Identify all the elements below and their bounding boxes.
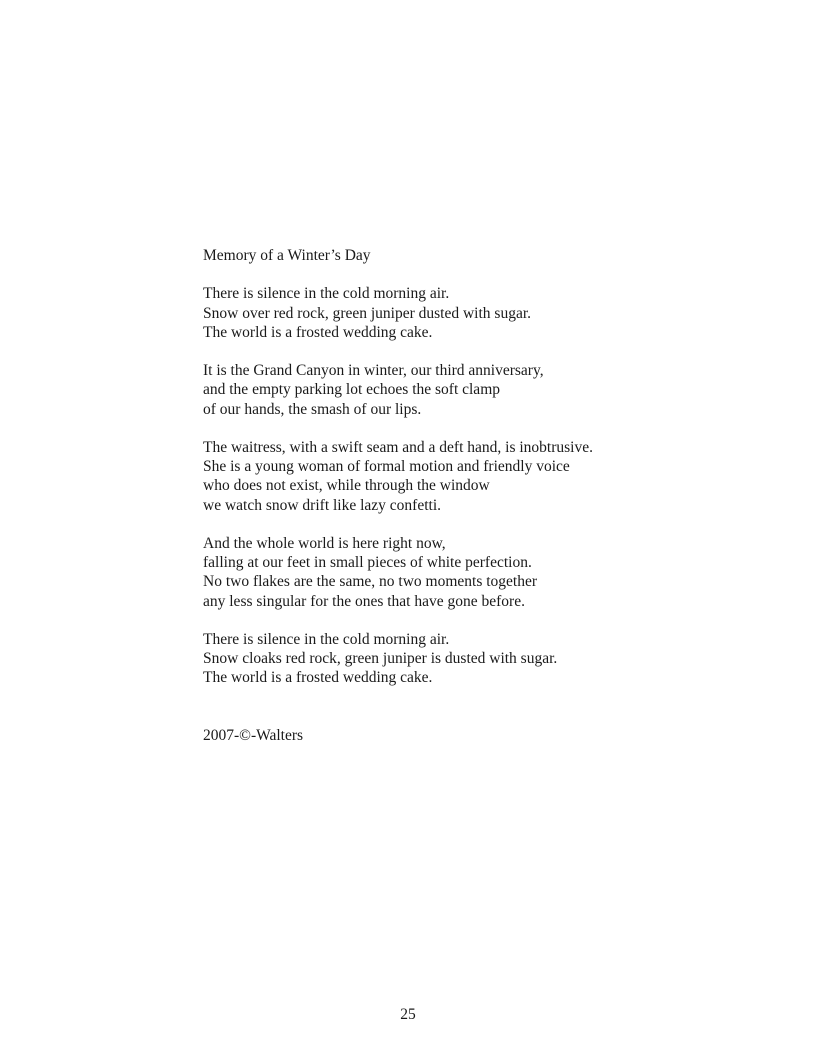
poem-line: Snow over red rock, green juniper dusted with sugar.	[203, 304, 532, 322]
poem-line: She is a young woman of formal motion and friendly voice	[203, 458, 570, 476]
poem-title: Memory of a Winter’s Day	[203, 247, 371, 264]
poem-line: any less singular for the ones that have gone before.	[203, 592, 525, 610]
poem-line: who does not exist, while through the window	[203, 477, 490, 495]
poem-line: No two flakes are the same, no two moments together	[203, 573, 538, 591]
poem-line: Snow cloaks red rock, green juniper is dusted with sugar.	[203, 650, 558, 668]
poem-line: The waitress, with a swift seam and a deft hand, is inobtrusive.	[203, 438, 593, 456]
poem-line: and the empty parking lot echoes the soft clamp	[203, 381, 500, 399]
poem-line: of our hands, the smash of our lips.	[203, 400, 422, 418]
poem-line: There is silence in the cold morning air.	[203, 285, 450, 303]
poem-signature: 2007-©-Walters	[203, 727, 304, 744]
poem-line: There is silence in the cold morning air.	[203, 630, 450, 648]
poem-line: The world is a frosted wedding cake.	[203, 323, 433, 341]
stanza-2	[203, 361, 763, 419]
stanza-3	[203, 438, 763, 515]
poem-line: And the whole world is here right now,	[203, 534, 446, 552]
poem-line: we watch snow drift like lazy confetti.	[203, 496, 442, 514]
poem-line: falling at our feet in small pieces of white perfection.	[203, 554, 532, 572]
poem	[203, 246, 763, 707]
stanza-5	[203, 630, 763, 688]
poem-line: It is the Grand Canyon in winter, our third anniversary,	[203, 362, 544, 380]
poem-line: The world is a frosted wedding cake.	[203, 669, 433, 687]
page-number: 25	[400, 1006, 416, 1023]
stanza-1	[203, 284, 763, 342]
stanza-4	[203, 534, 763, 611]
